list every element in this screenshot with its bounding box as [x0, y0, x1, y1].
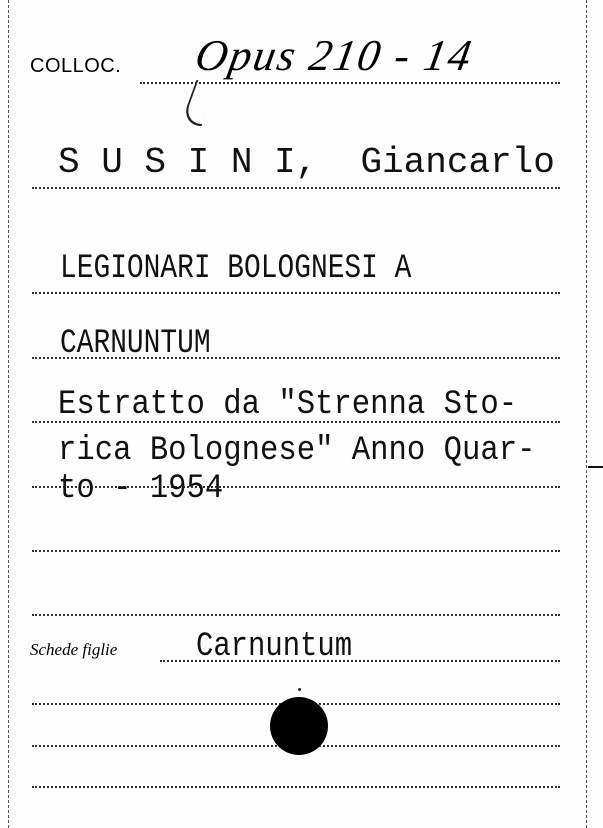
author-rule	[32, 187, 560, 189]
pin-mark	[298, 688, 301, 691]
note-line-2: rica Bolognese" Anno Quar-	[58, 432, 536, 470]
author-name: S U S I N I, Giancarlo	[58, 142, 555, 183]
blank-rule-2	[32, 614, 560, 616]
title-line-2: CARNUNTUM	[60, 325, 211, 363]
colloc-shelfmark: Opus 210 - 14	[191, 31, 477, 80]
handwriting-flourish	[180, 80, 219, 126]
card-left-edge	[8, 0, 9, 828]
note-line-1: Estratto da "Strenna Sto-	[58, 386, 518, 424]
schede-figlie-label: Schede figlie	[30, 640, 118, 659]
title-rule-1	[32, 292, 560, 294]
punch-hole	[270, 697, 328, 755]
note-line-3: to - 1954	[58, 470, 224, 508]
blank-rule-5	[32, 786, 560, 788]
blank-rule-1	[32, 550, 560, 552]
edge-tick-mark	[588, 466, 603, 468]
card-right-edge	[586, 0, 587, 828]
colloc-label: COLLOC.	[30, 55, 122, 77]
title-line-1: LEGIONARI BOLOGNESI A	[60, 250, 412, 288]
schede-figlie-value: Carnuntum	[196, 628, 353, 666]
